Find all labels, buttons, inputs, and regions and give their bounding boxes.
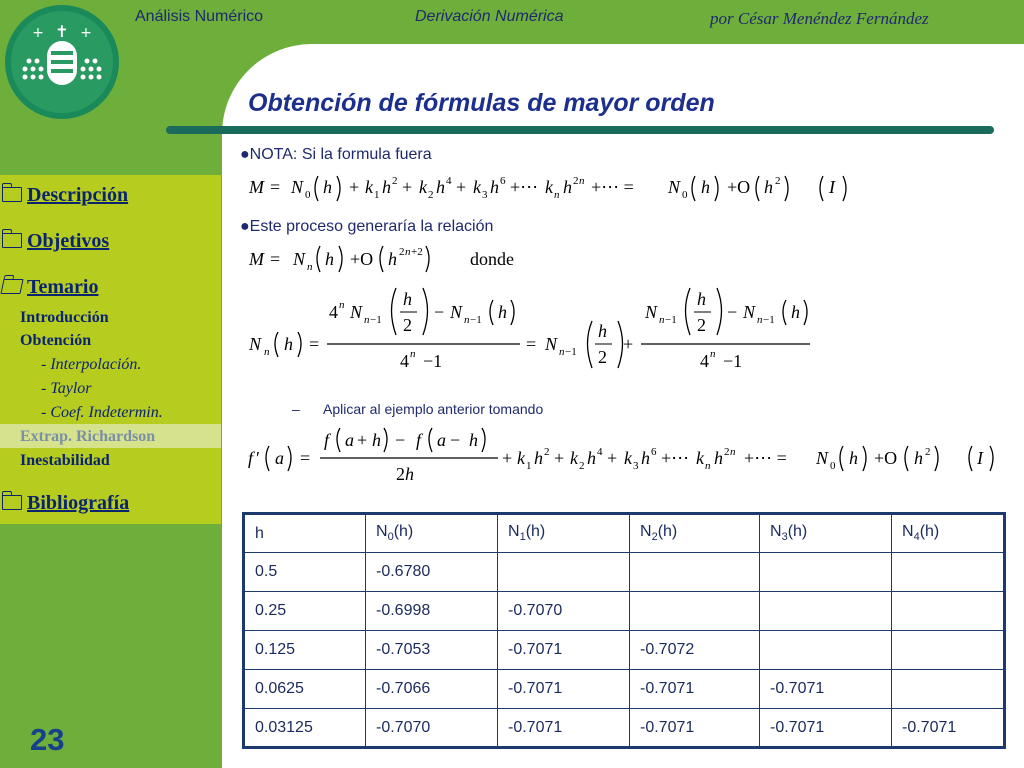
table-cell: -0.7071 [498, 670, 630, 709]
sidebar-item-objetivos[interactable] [2, 230, 109, 253]
svg-text:N: N [249, 334, 262, 354]
equation-richardson [245, 285, 825, 375]
table-cell: -0.7071 [498, 709, 630, 748]
svg-text:=: = [270, 249, 281, 269]
table-header [630, 514, 760, 553]
svg-text:h: h [284, 334, 293, 354]
svg-text:+: + [80, 25, 92, 41]
note-text: ●NOTA: Si la formula fuera [240, 146, 432, 163]
svg-text:k: k [545, 177, 553, 197]
table-cell: -0.7072 [630, 631, 760, 670]
table-cell [760, 553, 892, 592]
header-tail: (h) [657, 523, 678, 541]
sidebar-sub-introduccion[interactable]: Introducción [20, 309, 109, 326]
svg-text:+: + [554, 448, 565, 468]
header-tail: (h) [525, 523, 546, 541]
table-row [244, 592, 1005, 631]
svg-text:2: 2 [925, 446, 931, 458]
sidebar-sub-coef[interactable]: - Coef. Indetermin. [41, 404, 163, 421]
svg-text:−: − [434, 302, 445, 322]
equation-derivative [244, 424, 1004, 486]
svg-text:n: n [730, 446, 736, 458]
svg-text:f: f [324, 430, 330, 450]
svg-text:n: n [410, 348, 416, 360]
university-logo [3, 3, 121, 121]
slide-title: Obtención de fórmulas de mayor orden [248, 89, 715, 117]
process-text: ●Este proceso generaría la relación [240, 218, 494, 235]
svg-text:k: k [624, 448, 632, 468]
sidebar-item-temario[interactable] [2, 276, 98, 299]
svg-text:1: 1 [374, 189, 380, 201]
svg-text:h: h [388, 249, 397, 269]
table-header [366, 514, 498, 553]
svg-text:M: M [249, 249, 264, 269]
svg-text:2: 2 [573, 175, 579, 187]
svg-text:2: 2 [775, 175, 781, 187]
svg-text:+⋯ =: +⋯ = [591, 177, 634, 197]
table-cell [892, 631, 1005, 670]
svg-text:h: h [598, 321, 607, 341]
svg-text:f: f [248, 448, 254, 468]
table-cell: -0.7071 [760, 670, 892, 709]
header-base: h [255, 524, 264, 542]
svg-text:a: a [437, 430, 446, 450]
table-cell: -0.7071 [630, 709, 760, 748]
svg-text:n: n [757, 314, 763, 326]
svg-text:h: h [791, 302, 800, 322]
svg-text:+⋯: +⋯ [661, 448, 690, 468]
table-cell: -0.7071 [498, 631, 630, 670]
table-cell: -0.6780 [366, 553, 498, 592]
svg-text:k: k [696, 448, 704, 468]
svg-text:h: h [914, 448, 923, 468]
svg-text:n: n [464, 314, 470, 326]
sidebar-sub-inestabilidad[interactable]: Inestabilidad [20, 452, 110, 469]
sidebar-sub-richardson[interactable]: Extrap. Richardson [20, 428, 156, 445]
table-row [244, 670, 1005, 709]
header-base: N [640, 523, 652, 541]
svg-text:h: h [469, 430, 478, 450]
table-cell [892, 553, 1005, 592]
svg-text:+: + [502, 448, 513, 468]
svg-text:+: + [402, 177, 413, 197]
svg-text:N: N [545, 334, 558, 354]
svg-text:0: 0 [682, 189, 688, 201]
header-sub: 1 [519, 531, 526, 544]
table-cell: 0.125 [244, 631, 366, 670]
table-row [244, 631, 1005, 670]
table-cell [892, 592, 1005, 631]
apply-dash: – [292, 401, 300, 417]
svg-text:h: h [697, 289, 706, 309]
svg-text:−: − [727, 302, 738, 322]
svg-text:+: + [32, 25, 44, 41]
header-sub: 4 [913, 531, 920, 544]
svg-text:2: 2 [392, 175, 398, 187]
svg-text:N: N [291, 177, 304, 197]
table-cell: -0.7071 [630, 670, 760, 709]
svg-text:k: k [473, 177, 481, 197]
svg-text:+: + [607, 448, 618, 468]
svg-text:−1: −1 [665, 314, 677, 326]
header-base: N [376, 523, 388, 541]
svg-text:+: + [623, 334, 634, 354]
svg-text:✝: ✝ [55, 22, 69, 41]
header-tail: (h) [787, 523, 808, 541]
svg-text:n: n [659, 314, 665, 326]
svg-text:2: 2 [579, 460, 585, 472]
sidebar-item-label: Bibliografía [27, 492, 130, 514]
svg-text:=: = [270, 177, 281, 197]
svg-text:k: k [570, 448, 578, 468]
svg-text:N: N [668, 177, 681, 197]
svg-text:n: n [710, 348, 716, 360]
svg-text:+⋯: +⋯ [510, 177, 539, 197]
table-cell [498, 553, 630, 592]
svg-text:−: − [450, 430, 461, 450]
folder-icon [2, 233, 22, 248]
svg-text:+: + [456, 177, 467, 197]
header-base: N [508, 523, 520, 541]
table-cell: 0.0625 [244, 670, 366, 709]
header-sub: 3 [781, 531, 788, 544]
svg-text:h: h [641, 448, 650, 468]
svg-text:h: h [563, 177, 572, 197]
svg-text:n: n [339, 299, 345, 311]
svg-text:−1: −1 [423, 351, 443, 371]
svg-text:−1: −1 [763, 314, 775, 326]
svg-text:2: 2 [396, 464, 405, 484]
table-cell: 0.5 [244, 553, 366, 592]
header-tail: (h) [393, 523, 414, 541]
svg-text:+: + [357, 430, 368, 450]
folder-icon [2, 187, 22, 202]
equation-relation [245, 240, 545, 276]
table-cell: -0.7070 [366, 709, 498, 748]
table-header [892, 514, 1005, 553]
svg-text:+2: +2 [411, 246, 423, 258]
svg-text:′: ′ [256, 448, 260, 468]
table-header [498, 514, 630, 553]
svg-text:0: 0 [830, 460, 836, 472]
svg-text:n: n [405, 246, 411, 258]
svg-text:2: 2 [544, 446, 550, 458]
svg-text:n: n [307, 261, 313, 273]
table-cell [760, 631, 892, 670]
svg-text:N: N [743, 302, 756, 322]
svg-text:h: h [764, 177, 773, 197]
apply-text: Aplicar al ejemplo anterior tomando [323, 401, 544, 417]
svg-text:h: h [534, 448, 543, 468]
svg-text:=: = [300, 448, 311, 468]
table-header [760, 514, 892, 553]
svg-text:−: − [395, 430, 406, 450]
sidebar-item-descripcion[interactable] [2, 184, 128, 207]
svg-text:h: h [372, 430, 381, 450]
svg-text:h: h [714, 448, 723, 468]
header-sub: 0 [387, 531, 394, 544]
svg-text:6: 6 [500, 175, 506, 187]
sidebar-item-label: Descripción [27, 184, 129, 206]
svg-text:N: N [293, 249, 306, 269]
svg-text:a: a [345, 430, 354, 450]
title-rule [166, 126, 994, 134]
svg-text:h: h [587, 448, 596, 468]
svg-text:h: h [323, 177, 332, 197]
svg-text:h: h [405, 464, 414, 484]
svg-text:2: 2 [598, 347, 607, 367]
svg-text:+: + [349, 177, 360, 197]
header-topic: Derivación Numérica [415, 8, 564, 25]
header-base: N [770, 523, 782, 541]
svg-text:a: a [275, 448, 284, 468]
svg-text:2: 2 [724, 446, 730, 458]
svg-text:−1: −1 [723, 351, 743, 371]
svg-text:−1: −1 [470, 314, 482, 326]
svg-text:h: h [382, 177, 391, 197]
svg-text:2: 2 [697, 315, 706, 335]
svg-text:4: 4 [597, 446, 603, 458]
table-cell: -0.7071 [760, 709, 892, 748]
svg-text:6: 6 [651, 446, 657, 458]
svg-text:−1: −1 [565, 346, 577, 358]
svg-text:I: I [829, 177, 835, 197]
folder-open-icon [0, 279, 23, 294]
svg-text:=: = [526, 334, 537, 354]
table-row [244, 553, 1005, 592]
process-label: Este proceso generaría la relación [249, 218, 494, 235]
note-label: NOTA: Si la formula fuera [249, 146, 432, 163]
svg-text:1: 1 [526, 460, 532, 472]
table-cell: 0.03125 [244, 709, 366, 748]
svg-text:2: 2 [403, 315, 412, 335]
sidebar-item-label: Objetivos [27, 230, 110, 252]
table-cell [630, 592, 760, 631]
svg-text:−1: −1 [370, 314, 382, 326]
svg-text:k: k [365, 177, 373, 197]
donde-label: donde [470, 249, 514, 269]
svg-text:h: h [498, 302, 507, 322]
equation-series [245, 168, 865, 208]
table-cell: -0.6998 [366, 592, 498, 631]
header-author: por César Menéndez Fernández [710, 9, 929, 28]
svg-text:h: h [436, 177, 445, 197]
header-base: N [902, 523, 914, 541]
svg-text:N: N [450, 302, 463, 322]
svg-text:+O: +O [350, 249, 374, 269]
svg-text:3: 3 [633, 460, 639, 472]
svg-text:2: 2 [428, 189, 434, 201]
svg-text:n: n [579, 175, 585, 187]
header-course: Análisis Numérico [135, 8, 264, 25]
table-cell: -0.7053 [366, 631, 498, 670]
table-cell: -0.7066 [366, 670, 498, 709]
page-number: 23 [30, 722, 65, 757]
svg-text:f: f [416, 430, 422, 450]
svg-text:h: h [490, 177, 499, 197]
svg-text:+⋯ =: +⋯ = [744, 448, 787, 468]
svg-text:n: n [559, 346, 565, 358]
svg-text:2: 2 [399, 246, 405, 258]
svg-text:N: N [816, 448, 829, 468]
sidebar-item-label: Temario [27, 276, 99, 298]
svg-text:I: I [977, 448, 983, 468]
svg-text:+O: +O [874, 448, 898, 468]
svg-text:M: M [249, 177, 264, 197]
sidebar-sub-obtencion[interactable]: Obtención [20, 332, 92, 349]
svg-text:n: n [554, 189, 560, 201]
svg-text:h: h [325, 249, 334, 269]
table-cell: -0.7071 [892, 709, 1005, 748]
svg-text:0: 0 [305, 189, 311, 201]
svg-text:n: n [364, 314, 370, 326]
svg-text:4: 4 [400, 351, 409, 371]
table-header [244, 514, 366, 553]
header-tail: (h) [919, 523, 940, 541]
folder-icon [2, 495, 22, 510]
svg-text:N: N [645, 302, 658, 322]
table-row [244, 709, 1005, 748]
svg-text:=: = [309, 334, 320, 354]
svg-text:n: n [264, 346, 270, 358]
svg-text:h: h [403, 289, 412, 309]
table-cell [630, 553, 760, 592]
svg-text:n: n [705, 460, 711, 472]
svg-text:k: k [419, 177, 427, 197]
svg-text:N: N [350, 302, 363, 322]
svg-text:4: 4 [446, 175, 452, 187]
richardson-table [242, 512, 1006, 749]
table-cell: -0.7070 [498, 592, 630, 631]
svg-text:k: k [517, 448, 525, 468]
svg-text:h: h [849, 448, 858, 468]
table-header-row [244, 514, 1005, 553]
table-cell: 0.25 [244, 592, 366, 631]
svg-text:4: 4 [329, 302, 338, 322]
svg-text:3: 3 [482, 189, 488, 201]
svg-text:h: h [701, 177, 710, 197]
svg-text:+O: +O [727, 177, 751, 197]
sidebar-item-bibliografia[interactable] [2, 492, 129, 515]
sidebar-sub-interpolacion[interactable]: - Interpolación. [41, 356, 142, 373]
sidebar-sub-taylor[interactable]: - Taylor [41, 380, 92, 397]
header-sub: 2 [651, 531, 658, 544]
table-cell [760, 592, 892, 631]
table-cell [892, 670, 1005, 709]
svg-text:4: 4 [700, 351, 709, 371]
